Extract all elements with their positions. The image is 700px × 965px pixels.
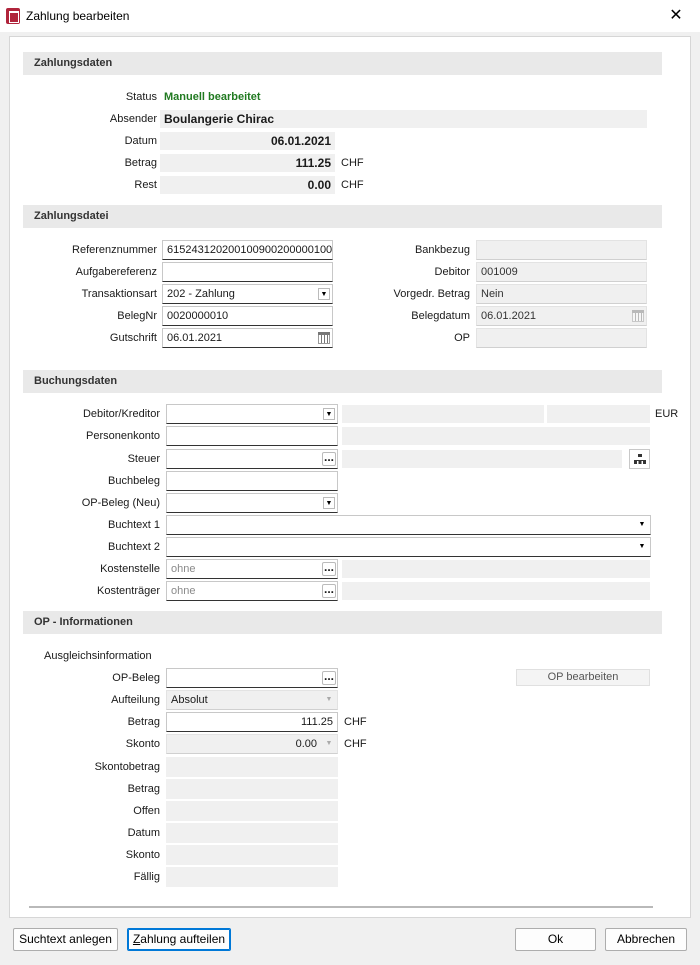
steuer-label: Steuer: [127, 453, 160, 465]
zahlung-aufteilen-button[interactable]: [127, 928, 231, 951]
tree-structure-icon[interactable]: [629, 449, 650, 469]
debitor-kreditor-select[interactable]: [166, 404, 338, 424]
op-bearbeiten-button[interactable]: OP bearbeiten: [516, 669, 650, 686]
buchbeleg-field[interactable]: [166, 471, 338, 491]
op-betrag-label: Betrag: [127, 716, 160, 728]
rest-value: 0.00: [160, 176, 335, 194]
section-zahlungsdaten: Zahlungsdaten: [23, 52, 662, 75]
status-value: Manuell bearbeitet: [164, 91, 261, 103]
kostentraeger-field[interactable]: [166, 581, 338, 601]
ok-button[interactable]: Ok: [515, 928, 596, 951]
absender-label: Absender: [109, 113, 157, 125]
op-skonto-value: 0.00: [295, 738, 317, 750]
section-op-informationen: OP - Informationen: [23, 611, 662, 634]
kostentraeger-label: Kostenträger: [97, 585, 160, 597]
chevron-down-icon[interactable]: ▼: [318, 288, 330, 300]
bankbezug-field: [476, 240, 647, 260]
personenkonto-field[interactable]: [166, 426, 338, 446]
status-label: Status: [125, 91, 157, 103]
more-button[interactable]: ...: [323, 450, 334, 464]
chevron-down-icon[interactable]: ▼: [638, 543, 646, 550]
op-beleg-field[interactable]: [166, 668, 338, 688]
offen-label: Offen: [133, 805, 160, 817]
transaktionsart-label: Transaktionsart: [81, 288, 157, 300]
op-skonto2-label: Skonto: [125, 849, 160, 861]
skontobetrag-field: [166, 757, 338, 777]
vorgedr-betrag-field: Nein: [476, 284, 647, 304]
chevron-down-icon[interactable]: ▼: [638, 521, 646, 528]
section-zahlungsdatei: Zahlungsdatei: [23, 205, 662, 228]
op-skonto2-field: [166, 845, 338, 865]
op-field: [476, 328, 647, 348]
op-skonto-select[interactable]: [166, 734, 338, 754]
personenkonto-label: Personenkonto: [86, 430, 160, 442]
op-betrag2-label: Betrag: [127, 783, 160, 795]
aufteilung-select[interactable]: [166, 690, 338, 710]
more-button[interactable]: ...: [323, 669, 334, 683]
kostentraeger-value: ohne: [171, 585, 196, 597]
steuer-display: [342, 450, 622, 468]
bankbezug-label: Bankbezug: [414, 244, 470, 256]
chevron-down-icon[interactable]: ▼: [325, 696, 333, 703]
chevron-down-icon[interactable]: ▼: [325, 740, 333, 747]
debitor-name-display: [342, 405, 544, 423]
betrag-currency: CHF: [341, 157, 364, 169]
kostenstelle-field[interactable]: [166, 559, 338, 579]
kostenstelle-display: [342, 560, 650, 578]
op-beleg-neu-select[interactable]: [166, 493, 338, 513]
rest-label: Rest: [134, 179, 157, 191]
rest-currency: CHF: [341, 179, 364, 191]
transaktionsart-value: 202 - Zahlung: [167, 288, 235, 300]
datum-label: Datum: [124, 135, 157, 147]
belegdatum-label: Belegdatum: [411, 310, 470, 322]
buchtext2-label: Buchtext 2: [108, 541, 160, 553]
chevron-down-icon[interactable]: ▼: [323, 497, 335, 509]
title-bar: [0, 0, 700, 32]
kostenstelle-label: Kostenstelle: [100, 563, 160, 575]
zahlung-aufteilen-mnemonic: Z: [132, 932, 141, 946]
steuer-field[interactable]: [166, 449, 338, 469]
skontobetrag-label: Skontobetrag: [94, 761, 160, 773]
referenznummer-label: Referenznummer: [72, 244, 157, 256]
belegdatum-field: [476, 306, 647, 326]
op-beleg-neu-label: OP-Beleg (Neu): [81, 497, 160, 509]
betrag-label: Betrag: [124, 157, 157, 169]
op-skonto-label: Skonto: [125, 738, 160, 750]
belegnr-field[interactable]: 0020000010: [162, 306, 333, 326]
buchtext1-label: Buchtext 1: [108, 519, 160, 531]
kostentraeger-display: [342, 582, 650, 600]
calendar-icon: [632, 310, 644, 322]
absender-value: Boulangerie Chirac: [160, 110, 647, 128]
calendar-icon[interactable]: [318, 332, 330, 344]
suchtext-anlegen-button[interactable]: Suchtext anlegen: [13, 928, 118, 951]
faellig-label: Fällig: [133, 871, 160, 883]
gutschrift-value: 06.01.2021: [167, 332, 223, 344]
op-betrag-currency: CHF: [344, 716, 367, 728]
transaktionsart-select[interactable]: [162, 284, 333, 304]
vorgedr-betrag-label: Vorgedr. Betrag: [393, 288, 470, 300]
window-title: Zahlung bearbeiten: [26, 9, 130, 23]
op-skonto-currency: CHF: [344, 738, 367, 750]
buchbeleg-label: Buchbeleg: [108, 475, 160, 487]
app-icon: [6, 8, 20, 24]
kostenstelle-value: ohne: [171, 563, 196, 575]
datum-value: 06.01.2021: [160, 132, 335, 150]
zahlung-aufteilen-label: ahlung aufteilen: [140, 932, 226, 946]
referenznummer-field[interactable]: 615243120200100900200000100: [162, 240, 333, 260]
chevron-down-icon[interactable]: ▼: [323, 408, 335, 420]
op-datum-label: Datum: [127, 827, 160, 839]
section-buchungsdaten: Buchungsdaten: [23, 370, 662, 393]
personenkonto-display: [342, 427, 650, 445]
aufgabereferenz-field[interactable]: [162, 262, 333, 282]
buchtext2-select[interactable]: [166, 537, 651, 557]
debitor-info-display: [547, 405, 650, 423]
debitor-kreditor-label: Debitor/Kreditor: [82, 408, 160, 420]
aufteilung-value: Absolut: [171, 694, 208, 706]
aufgabereferenz-label: Aufgabereferenz: [75, 266, 157, 278]
op-betrag2-field: [166, 779, 338, 799]
close-icon[interactable]: ✕: [669, 7, 683, 24]
abbrechen-button[interactable]: Abbrechen: [605, 928, 687, 951]
op-betrag-field[interactable]: 111.25: [166, 712, 338, 732]
aufteilung-label: Aufteilung: [111, 694, 160, 706]
buchtext1-select[interactable]: [166, 515, 651, 535]
op-beleg-label: OP-Beleg: [112, 672, 160, 684]
currency-label: EUR: [655, 408, 679, 420]
betrag-value: 111.25: [160, 154, 335, 172]
belegnr-label: BelegNr: [117, 310, 157, 322]
horizontal-scrollbar[interactable]: [29, 906, 653, 908]
more-button[interactable]: ...: [323, 560, 334, 574]
more-button[interactable]: ...: [323, 582, 334, 596]
op-datum-field: [166, 823, 338, 843]
offen-field: [166, 801, 338, 821]
ausgleichsinformation-label: Ausgleichsinformation: [44, 650, 152, 662]
debitor-label: Debitor: [434, 266, 470, 278]
op-label: OP: [454, 332, 470, 344]
gutschrift-label: Gutschrift: [109, 332, 157, 344]
belegdatum-value: 06.01.2021: [481, 310, 537, 322]
faellig-field: [166, 867, 338, 887]
debitor-field: 001009: [476, 262, 647, 282]
gutschrift-date-field[interactable]: [162, 328, 333, 348]
